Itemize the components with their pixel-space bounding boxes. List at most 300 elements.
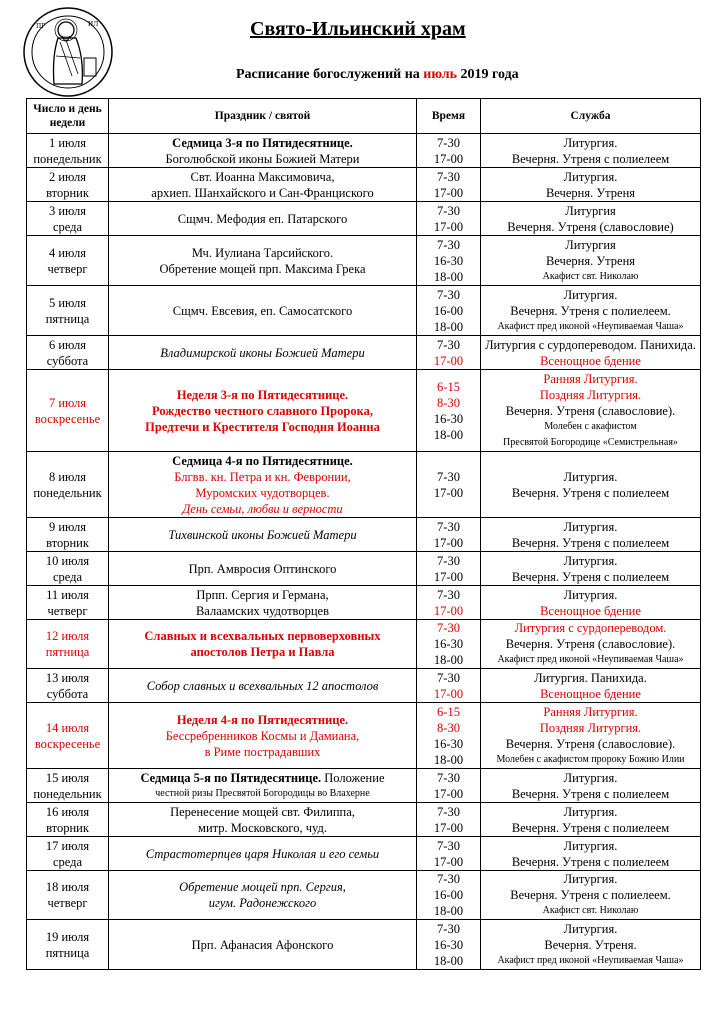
weekday: четверг — [47, 896, 88, 910]
time-value — [419, 519, 478, 535]
service-cell — [481, 871, 701, 920]
time-cell — [417, 669, 481, 703]
time-value — [419, 838, 478, 854]
service-line-text: Вечерня. Утреня с полиелеем — [511, 151, 670, 166]
table-row — [27, 620, 701, 669]
page-title: Свято-Ильинский храм — [250, 18, 466, 40]
subtitle-suffix: 2019 года — [460, 67, 519, 82]
time-value-text: 6-15 — [437, 379, 460, 394]
service-line-text: Вечерня. Утреня — [545, 185, 636, 200]
feast-line-text: Предтечи и Крестителя Господня Иоанна — [145, 419, 380, 434]
service-line-text: Вечерня. Утреня с полиелеем — [511, 854, 670, 869]
time-cell — [417, 452, 481, 518]
feast-line-text: Прп. Афанасия Афонского — [191, 937, 334, 952]
table-row — [27, 286, 701, 336]
time-value-text: 17-00 — [433, 854, 464, 869]
service-line-text: Акафист пред иконой «Неупиваемая Чаша» — [497, 654, 684, 665]
weekday: среда — [52, 854, 83, 869]
feast-line-text: Тихвинской иконы Божией Матери — [168, 527, 357, 542]
time-value — [419, 427, 478, 443]
time-value — [419, 720, 478, 736]
service-line-text: Литургия. — [563, 519, 618, 534]
service-line — [483, 838, 698, 854]
date-number: 16 июля — [45, 804, 90, 819]
service-line — [483, 535, 698, 551]
date-cell — [27, 168, 109, 202]
time-value — [419, 603, 478, 619]
service-line — [483, 921, 698, 937]
date-number: 14 июля — [45, 720, 90, 735]
service-line-text: Вечерня. Утреня с полиелеем — [511, 786, 670, 801]
feast-line-text: Свт. Иоанна Максимовича, — [190, 169, 335, 184]
service-cell — [481, 336, 701, 370]
service-line — [483, 253, 698, 269]
time-cell — [417, 837, 481, 871]
table-row — [27, 202, 701, 236]
feast-line — [111, 603, 414, 619]
time-value-text: 17-00 — [433, 569, 464, 584]
date-number: 12 июля — [45, 629, 90, 643]
weekday: суббота — [46, 686, 89, 701]
time-value — [419, 469, 478, 485]
service-cell — [481, 134, 701, 168]
service-cell — [481, 202, 701, 236]
service-line — [483, 219, 698, 235]
feast-cell — [109, 518, 417, 552]
service-line — [483, 620, 698, 636]
feast-cell — [109, 620, 417, 669]
feast-line-text: Неделя 3-я по Пятидесятнице. — [176, 387, 349, 402]
table-row — [27, 552, 701, 586]
feast-line-text: Седмица 5-я по Пятидесятнице. — [140, 770, 322, 785]
weekday: четверг — [47, 603, 88, 618]
time-cell — [417, 518, 481, 552]
feast-line — [111, 419, 414, 435]
time-value-text: 7-30 — [437, 670, 460, 685]
date-cell — [27, 134, 109, 168]
feast-line — [111, 527, 414, 543]
time-value — [419, 587, 478, 603]
time-value-text: 16-30 — [433, 637, 464, 651]
feast-line-text: в Риме пострадавших — [204, 744, 321, 759]
time-cell — [417, 168, 481, 202]
feast-cell — [109, 871, 417, 920]
time-value — [419, 786, 478, 802]
column-header-date: Число и день недели — [27, 99, 109, 134]
date-cell — [27, 370, 109, 452]
service-line-text: Молебен с акафистом пророку Божию Илии — [496, 753, 685, 765]
feast-line-text: архиеп. Шанхайского и Сан-Франциского — [151, 185, 374, 200]
service-cell — [481, 236, 701, 286]
service-line-text: Ранняя Литургия. — [543, 371, 638, 386]
feast-line-text: Обретение мощей прп. Сергия, — [179, 880, 346, 894]
service-line — [483, 720, 698, 736]
service-line — [483, 203, 698, 219]
time-cell — [417, 586, 481, 620]
feast-line — [111, 728, 414, 744]
time-cell — [417, 803, 481, 837]
date-cell — [27, 837, 109, 871]
service-line-text: Литургия. — [563, 135, 618, 150]
time-value — [419, 686, 478, 702]
date-number: 10 июля — [45, 553, 90, 568]
weekday: пятница — [45, 311, 90, 326]
time-value — [419, 151, 478, 167]
service-cell — [481, 168, 701, 202]
date-number: 3 июля — [48, 203, 87, 218]
service-line-text: Литургия с сурдопереводом. — [514, 621, 667, 635]
service-cell — [481, 837, 701, 871]
feast-line — [111, 770, 414, 786]
time-value-text: 16-30 — [433, 253, 464, 268]
feast-cell — [109, 669, 417, 703]
service-line-text: Акафист свт. Николаю — [542, 905, 639, 916]
feast-line-text: Мч. Иулиана Тарсийского. — [191, 245, 334, 260]
service-line — [483, 603, 698, 619]
feast-line — [111, 403, 414, 419]
service-cell — [481, 669, 701, 703]
weekday: воскресенье — [34, 411, 101, 426]
feast-cell — [109, 920, 417, 970]
service-cell — [481, 518, 701, 552]
feast-line — [111, 211, 414, 227]
service-line — [483, 403, 698, 419]
time-cell — [417, 552, 481, 586]
service-line-text: Литургия. Панихида. — [534, 670, 647, 685]
date-cell — [27, 202, 109, 236]
schedule-table — [26, 98, 701, 970]
service-line-text: Поздняя Литургия. — [539, 387, 642, 402]
feast-line-text: Собор славных и всехвальных 12 апостолов — [146, 678, 379, 693]
feast-line — [111, 345, 414, 361]
time-value-text: 17-00 — [433, 185, 464, 200]
service-line — [483, 469, 698, 485]
date-number: 11 июля — [46, 587, 89, 602]
time-value-text: 17-00 — [433, 353, 464, 368]
service-line-text: Вечерня. Утреня с полиелеем — [511, 485, 670, 500]
feast-line-text: Неделя 4-я по Пятидесятнице. — [176, 712, 349, 727]
service-line — [483, 652, 698, 668]
time-cell — [417, 202, 481, 236]
service-line — [483, 752, 698, 768]
service-line — [483, 419, 698, 435]
service-line — [483, 587, 698, 603]
date-number: 7 июля — [48, 395, 87, 410]
column-header-feast: Праздник / святой — [109, 99, 417, 134]
page-header — [0, 0, 724, 98]
time-value-text: 17-00 — [433, 535, 464, 550]
weekday: суббота — [46, 353, 89, 368]
time-value-text: 7-30 — [437, 770, 460, 785]
feast-line-text: Бессребренников Космы и Дамиана, — [165, 728, 360, 743]
service-line — [483, 903, 698, 919]
time-value-text: 17-00 — [433, 820, 464, 835]
feast-line — [111, 895, 414, 911]
service-line-text: Литургия. — [563, 838, 618, 853]
time-value-text: 7-30 — [437, 587, 460, 602]
service-line — [483, 319, 698, 335]
table-row — [27, 586, 701, 620]
service-line-text: Молебен с акафистом — [544, 420, 637, 432]
time-value-text: 18-00 — [433, 904, 464, 918]
service-line — [483, 569, 698, 585]
feast-line — [111, 169, 414, 185]
time-value — [419, 169, 478, 185]
time-value-text: 17-00 — [433, 603, 464, 618]
time-value-text: 7-30 — [437, 519, 460, 534]
subtitle-prefix: Расписание богослужений на — [236, 67, 420, 82]
feast-cell — [109, 336, 417, 370]
feast-cell — [109, 168, 417, 202]
service-line — [483, 786, 698, 802]
time-value — [419, 269, 478, 285]
feast-line — [111, 135, 414, 151]
service-line-text: Вечерня. Утреня с полиелеем. — [510, 303, 671, 318]
date-cell — [27, 703, 109, 769]
svg-text:ИЛ: ИЛ — [88, 21, 99, 28]
date-cell — [27, 871, 109, 920]
service-line — [483, 887, 698, 903]
feast-line — [111, 712, 414, 728]
date-number: 6 июля — [48, 337, 87, 352]
service-line — [483, 269, 698, 285]
time-value — [419, 887, 478, 903]
service-line-text: Литургия. — [563, 872, 618, 886]
weekday: понедельник — [33, 151, 102, 166]
date-cell — [27, 236, 109, 286]
time-cell — [417, 620, 481, 669]
time-value — [419, 253, 478, 269]
date-cell — [27, 669, 109, 703]
time-value — [419, 871, 478, 887]
date-number: 8 июля — [48, 469, 87, 484]
service-cell — [481, 370, 701, 452]
feast-cell — [109, 370, 417, 452]
service-line-text: Пресвятой Богородице «Семистрельная» — [503, 436, 678, 448]
feast-line — [111, 151, 414, 167]
schedule-body — [27, 134, 701, 970]
weekday: понедельник — [33, 485, 102, 500]
service-line-text: Литургия. — [563, 770, 618, 785]
date-number: 9 июля — [48, 519, 87, 534]
feast-line-text: Седмица 4-я по Пятидесятнице. — [172, 453, 353, 468]
time-value-text: 17-00 — [433, 151, 464, 166]
table-row — [27, 518, 701, 552]
time-value — [419, 303, 478, 319]
page-subtitle — [236, 67, 519, 83]
service-line — [483, 553, 698, 569]
time-cell — [417, 134, 481, 168]
table-row — [27, 837, 701, 871]
time-value-text: 18-00 — [433, 752, 464, 767]
time-value-text: 18-00 — [433, 427, 464, 442]
time-value-text: 8-30 — [437, 720, 460, 735]
time-value-text: 18-00 — [433, 653, 464, 667]
feast-line-text: Владимирской иконы Божией Матери — [160, 345, 365, 360]
feast-line — [111, 261, 414, 277]
weekday: вторник — [46, 185, 89, 200]
time-value-text: 7-30 — [437, 237, 460, 252]
date-cell — [27, 586, 109, 620]
column-header-time: Время — [417, 99, 481, 134]
time-value — [419, 652, 478, 668]
time-value-text: 7-30 — [437, 469, 460, 484]
service-line — [483, 804, 698, 820]
table-header-row — [27, 99, 701, 134]
feast-cell — [109, 703, 417, 769]
service-line — [483, 151, 698, 167]
feast-line-text: Сщмч. Мефодия еп. Патарского — [177, 211, 348, 226]
time-value — [419, 553, 478, 569]
time-value-text: 7-30 — [437, 621, 460, 635]
date-cell — [27, 803, 109, 837]
service-cell — [481, 286, 701, 336]
feast-line — [111, 786, 414, 802]
service-line-text: Вечерня. Утреня — [545, 253, 636, 268]
feast-line — [111, 561, 414, 577]
feast-line-text: Блгвв. кн. Петра и кн. Февронии, — [174, 469, 351, 484]
service-cell — [481, 586, 701, 620]
date-cell — [27, 286, 109, 336]
time-value — [419, 395, 478, 411]
time-value — [419, 752, 478, 768]
time-value-text: 16-30 — [433, 736, 464, 751]
table-row — [27, 703, 701, 769]
feast-line — [111, 644, 414, 660]
feast-line-text: Муромских чудотворцев. — [195, 485, 330, 500]
feast-line-text: честной ризы Пресвятой Богородицы во Влахерне — [155, 787, 370, 799]
service-line — [483, 371, 698, 387]
date-cell — [27, 452, 109, 518]
feast-line-text: Обретение мощей прп. Максима Грека — [159, 261, 366, 276]
feast-line — [111, 628, 414, 644]
weekday: пятница — [45, 945, 90, 960]
feast-cell — [109, 552, 417, 586]
weekday: понедельник — [33, 786, 102, 801]
service-cell — [481, 769, 701, 803]
feast-line — [111, 185, 414, 201]
table-row — [27, 769, 701, 803]
date-number: 1 июля — [48, 135, 87, 150]
time-value-text: 16-00 — [433, 888, 464, 902]
service-line-text: Всенощное бдение — [540, 603, 641, 618]
date-number: 17 июля — [45, 838, 90, 853]
time-value — [419, 185, 478, 201]
time-value-text: 7-30 — [437, 553, 460, 568]
time-value — [419, 379, 478, 395]
service-line-text: Вечерня. Утреня (славословие). — [505, 637, 676, 651]
service-line — [483, 435, 698, 451]
table-row — [27, 134, 701, 168]
service-line-text: Акафист пред иконой «Неупиваемая Чаша» — [497, 954, 684, 966]
feast-line-text: Прпп. Сергия и Германа, — [196, 587, 329, 602]
feast-line-text: Страстотерпцев царя Николая и его семьи — [145, 846, 380, 861]
service-line-text: Литургия. — [563, 469, 618, 484]
time-value-text: 7-30 — [437, 921, 460, 936]
time-value — [419, 937, 478, 953]
time-value — [419, 353, 478, 369]
time-cell — [417, 871, 481, 920]
church-seal-icon — [22, 6, 114, 98]
time-cell — [417, 703, 481, 769]
feast-cell — [109, 134, 417, 168]
time-value — [419, 485, 478, 501]
service-line — [483, 303, 698, 319]
feast-line — [111, 245, 414, 261]
time-value — [419, 219, 478, 235]
service-line-text: Вечерня. Утреня с полиелеем — [511, 535, 670, 550]
service-line-text: Акафист свт. Николаю — [542, 270, 639, 282]
service-line — [483, 636, 698, 652]
time-value-text: 17-00 — [433, 786, 464, 801]
time-value — [419, 921, 478, 937]
service-line-text: Вечерня. Утреня с полиелеем — [511, 569, 670, 584]
time-value — [419, 569, 478, 585]
feast-line — [111, 804, 414, 820]
date-number: 13 июля — [45, 670, 90, 685]
service-line — [483, 736, 698, 752]
feast-line-text: Рождество честного славного Пророка, — [152, 403, 373, 418]
time-cell — [417, 336, 481, 370]
service-line-text: Литургия с сурдопереводом. Панихида. — [485, 337, 696, 352]
feast-cell — [109, 236, 417, 286]
date-number: 19 июля — [45, 929, 90, 944]
time-value — [419, 135, 478, 151]
feast-line — [111, 387, 414, 403]
time-value — [419, 636, 478, 652]
feast-line — [111, 846, 414, 862]
service-line — [483, 485, 698, 501]
table-row — [27, 236, 701, 286]
column-header-service: Служба — [481, 99, 701, 134]
time-value-text: 7-30 — [437, 838, 460, 853]
service-line-text: Вечерня. Утреня. — [544, 937, 637, 952]
service-line — [483, 670, 698, 686]
time-value — [419, 804, 478, 820]
service-cell — [481, 452, 701, 518]
time-value — [419, 854, 478, 870]
date-number: 15 июля — [45, 770, 90, 785]
date-cell — [27, 336, 109, 370]
time-cell — [417, 920, 481, 970]
time-value — [419, 903, 478, 919]
time-value — [419, 203, 478, 219]
service-line — [483, 704, 698, 720]
feast-cell — [109, 586, 417, 620]
weekday: воскресенье — [34, 736, 101, 751]
service-line-text: Вечерня. Утреня (славословие). — [505, 736, 676, 751]
feast-line — [111, 469, 414, 485]
service-line — [483, 135, 698, 151]
time-cell — [417, 769, 481, 803]
time-value-text: 16-30 — [433, 411, 464, 426]
time-value — [419, 620, 478, 636]
service-line — [483, 387, 698, 403]
time-cell — [417, 286, 481, 336]
feast-line — [111, 501, 414, 517]
time-value — [419, 337, 478, 353]
service-line — [483, 185, 698, 201]
service-cell — [481, 803, 701, 837]
service-line — [483, 854, 698, 870]
subtitle-month: июль — [423, 67, 457, 82]
service-line — [483, 937, 698, 953]
service-line-text: Вечерня. Утреня (славословие). — [505, 403, 676, 418]
weekday: вторник — [46, 820, 89, 835]
service-line-text: Литургия. — [563, 587, 618, 602]
feast-cell — [109, 769, 417, 803]
service-line — [483, 353, 698, 369]
